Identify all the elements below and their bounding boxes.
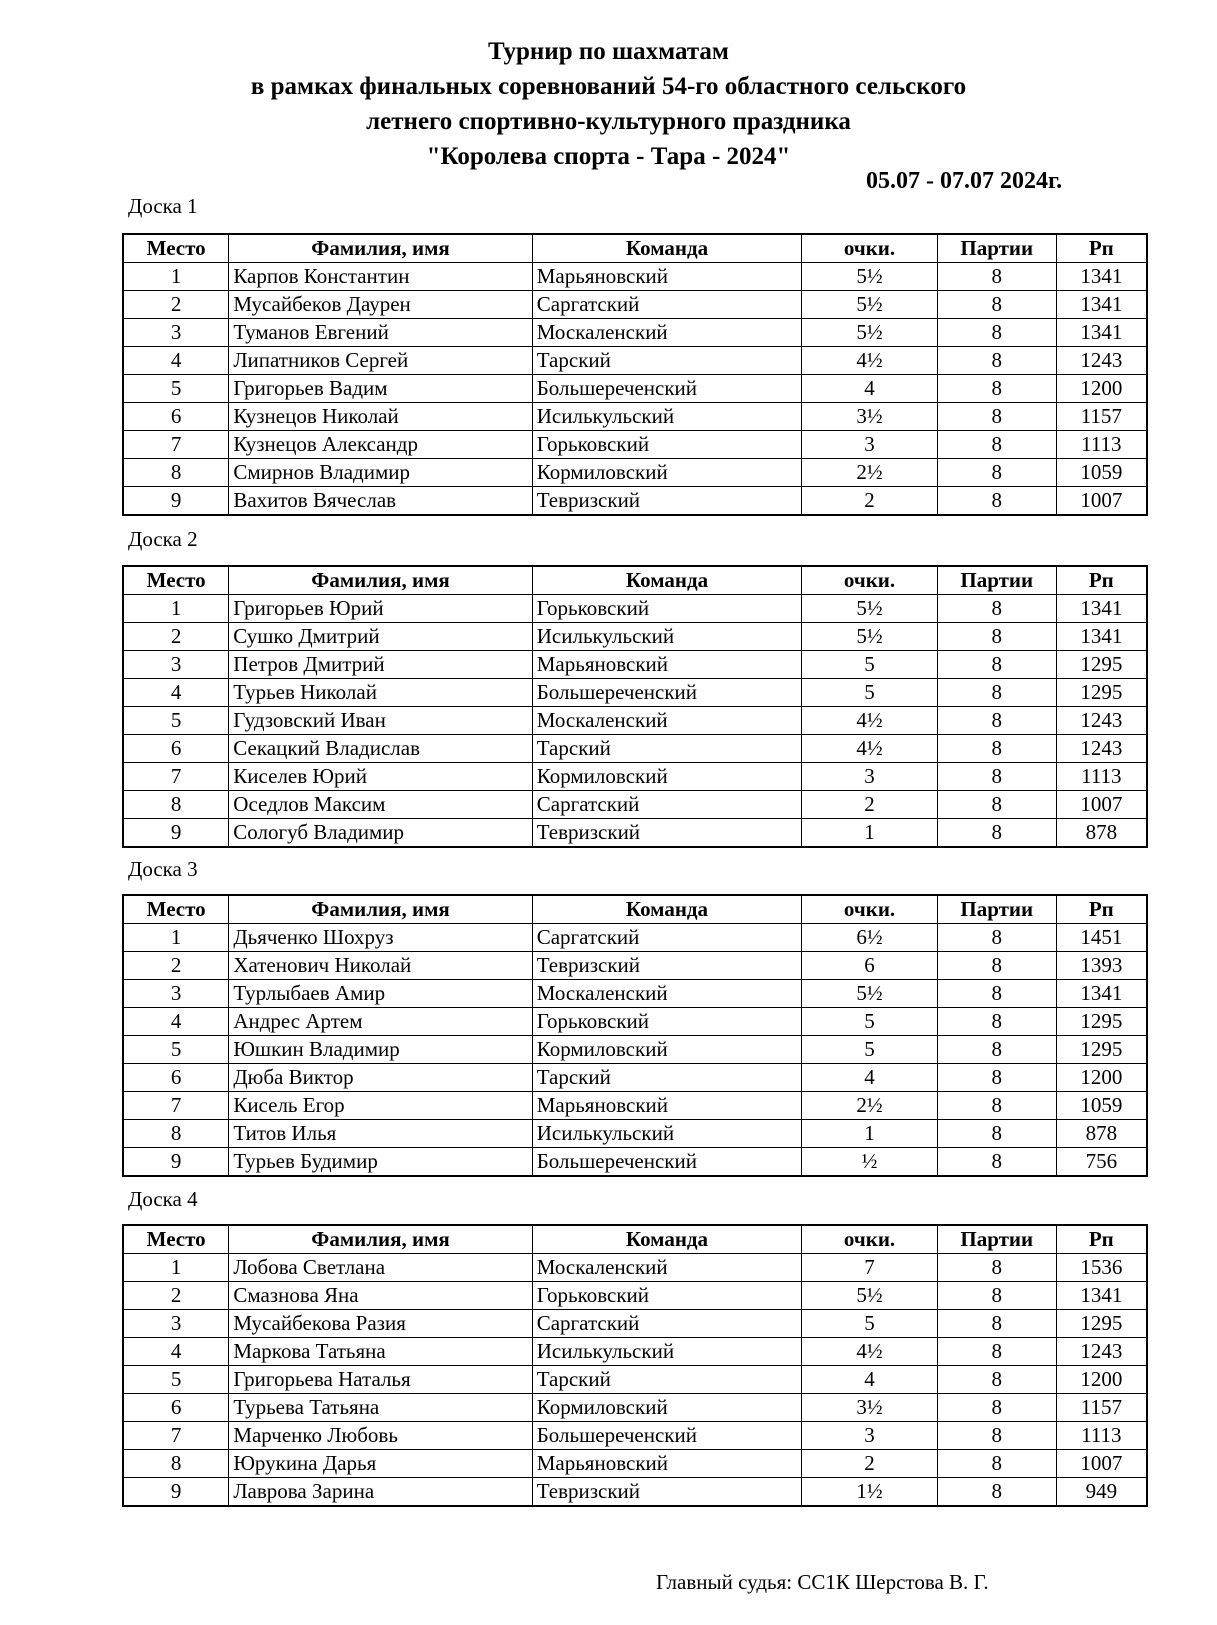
cell-name: Григорьев Юрий: [229, 595, 532, 623]
cell-rating: 1007: [1056, 487, 1147, 516]
table-row: [123, 319, 1147, 347]
cell-place: 2: [123, 952, 229, 980]
table-row: [123, 375, 1147, 403]
cell-points: 2: [802, 791, 938, 819]
cell-rating: 1295: [1056, 1036, 1147, 1064]
cell-team: Саргатский: [532, 291, 801, 319]
table-header-row: [123, 895, 1147, 924]
cell-games: 8: [937, 679, 1056, 707]
cell-team: Тарский: [532, 1366, 802, 1394]
cell-place: 8: [123, 459, 229, 487]
cell-games: 8: [937, 459, 1056, 487]
cell-rating: 1113: [1056, 763, 1147, 791]
results-table-board-2: [122, 565, 1148, 848]
cell-place: 3: [123, 980, 229, 1008]
cell-points: 5½: [802, 595, 938, 623]
cell-team: Саргатский: [532, 924, 802, 952]
column-header-points: очки.: [802, 234, 938, 263]
cell-rating: 1295: [1056, 651, 1147, 679]
cell-games: 8: [937, 319, 1056, 347]
cell-games: 8: [937, 924, 1056, 952]
cell-name: Гудзовский Иван: [229, 707, 532, 735]
cell-place: 6: [123, 1064, 229, 1092]
cell-name: Мусайбеков Даурен: [229, 291, 532, 319]
cell-name: Вахитов Вячеслав: [229, 487, 532, 516]
cell-games: 8: [937, 735, 1056, 763]
cell-points: 1: [802, 819, 938, 848]
cell-games: 8: [937, 1064, 1056, 1092]
cell-rating: 1243: [1056, 347, 1147, 375]
cell-place: 2: [123, 291, 229, 319]
column-header-name: Фамилия, имя: [229, 566, 532, 595]
cell-team: Кормиловский: [532, 763, 801, 791]
cell-place: 5: [123, 1036, 229, 1064]
cell-place: 5: [123, 375, 229, 403]
table-row: [123, 347, 1147, 375]
cell-name: Турьев Будимир: [229, 1148, 532, 1177]
cell-points: 2: [802, 1450, 938, 1478]
cell-points: 5½: [802, 1282, 938, 1310]
cell-points: 5: [802, 651, 938, 679]
cell-team: Марьяновский: [532, 263, 801, 291]
cell-rating: 1393: [1056, 952, 1147, 980]
cell-team: Саргатский: [532, 1310, 802, 1338]
cell-name: Карпов Константин: [229, 263, 532, 291]
cell-team: Москаленский: [532, 319, 801, 347]
cell-team: Горьковский: [532, 1008, 802, 1036]
cell-place: 8: [123, 1120, 229, 1148]
cell-games: 8: [937, 403, 1056, 431]
board-label: Доска 4: [128, 1187, 198, 1211]
cell-place: 9: [123, 1478, 229, 1507]
document-title: [0, 34, 1217, 174]
cell-team: Тарский: [532, 735, 801, 763]
cell-points: 5: [802, 1310, 938, 1338]
cell-points: 3½: [802, 1394, 938, 1422]
cell-place: 9: [123, 819, 229, 848]
cell-rating: 1341: [1056, 291, 1147, 319]
cell-points: 3: [802, 431, 938, 459]
cell-team: Тевризский: [532, 487, 801, 516]
cell-place: 2: [123, 1282, 229, 1310]
cell-name: Сологуб Владимир: [229, 819, 532, 848]
table-row: [123, 1254, 1147, 1282]
cell-name: Юрукина Дарья: [229, 1450, 532, 1478]
cell-team: Большереченский: [532, 1148, 802, 1177]
table-row: [123, 819, 1147, 848]
table-row: [123, 1064, 1147, 1092]
table-row: [123, 1120, 1147, 1148]
cell-name: Марченко Любовь: [229, 1422, 532, 1450]
cell-name: Хатенович Николай: [229, 952, 532, 980]
cell-name: Лобова Светлана: [229, 1254, 532, 1282]
cell-games: 8: [937, 1092, 1056, 1120]
cell-name: Киселев Юрий: [229, 763, 532, 791]
cell-games: 8: [937, 1450, 1056, 1478]
cell-rating: 949: [1056, 1478, 1147, 1507]
cell-rating: 1059: [1056, 459, 1147, 487]
cell-name: Смазнова Яна: [229, 1282, 532, 1310]
table-row: [123, 1422, 1147, 1450]
cell-name: Мусайбекова Разия: [229, 1310, 532, 1338]
column-header-team: Команда: [532, 234, 801, 263]
cell-place: 1: [123, 1254, 229, 1282]
cell-name: Григорьева Наталья: [229, 1366, 532, 1394]
cell-team: Исилькульский: [532, 1338, 802, 1366]
board-label: Доска 3: [128, 857, 198, 881]
column-header-rating: Рп: [1056, 895, 1147, 924]
title-line: "Королева спорта - Тара - 2024": [426, 143, 791, 170]
table-header-row: [123, 234, 1147, 263]
cell-points: 2½: [802, 459, 938, 487]
table-row: [123, 1008, 1147, 1036]
cell-points: 4: [802, 1366, 938, 1394]
column-header-rating: Рп: [1056, 1225, 1147, 1254]
cell-name: Секацкий Владислав: [229, 735, 532, 763]
table-row: [123, 679, 1147, 707]
cell-points: 5: [802, 1036, 938, 1064]
cell-team: Марьяновский: [532, 1450, 802, 1478]
cell-games: 8: [937, 595, 1056, 623]
cell-team: Исилькульский: [532, 403, 801, 431]
cell-rating: 1295: [1056, 1008, 1147, 1036]
cell-name: Турьева Татьяна: [229, 1394, 532, 1422]
cell-rating: 1200: [1056, 1366, 1147, 1394]
cell-team: Большереченский: [532, 1422, 802, 1450]
table-row: [123, 595, 1147, 623]
cell-team: Москаленский: [532, 707, 801, 735]
title-line: в рамках финальных соревнований 54-го областного сельского: [250, 73, 967, 100]
cell-points: 4½: [802, 707, 938, 735]
cell-rating: 1200: [1056, 1064, 1147, 1092]
cell-games: 8: [937, 1422, 1056, 1450]
cell-games: 8: [937, 819, 1056, 848]
cell-points: 5½: [802, 291, 938, 319]
cell-place: 1: [123, 263, 229, 291]
cell-team: Исилькульский: [532, 1120, 802, 1148]
column-header-name: Фамилия, имя: [229, 895, 532, 924]
cell-points: 2: [802, 487, 938, 516]
cell-place: 7: [123, 1092, 229, 1120]
cell-rating: 1341: [1056, 595, 1147, 623]
cell-rating: 1243: [1056, 735, 1147, 763]
cell-place: 3: [123, 651, 229, 679]
cell-rating: 1113: [1056, 1422, 1147, 1450]
cell-team: Марьяновский: [532, 651, 801, 679]
cell-place: 4: [123, 1008, 229, 1036]
column-header-rating: Рп: [1056, 234, 1147, 263]
cell-team: Тевризский: [532, 952, 802, 980]
cell-rating: 1243: [1056, 1338, 1147, 1366]
cell-points: 3: [802, 1422, 938, 1450]
cell-team: Большереченский: [532, 679, 801, 707]
table-row: [123, 623, 1147, 651]
table-row: [123, 403, 1147, 431]
cell-points: 5½: [802, 980, 938, 1008]
tournament-dates: 05.07 - 07.07 2024г.: [866, 168, 1063, 194]
cell-games: 8: [937, 980, 1056, 1008]
cell-place: 6: [123, 1394, 229, 1422]
cell-rating: 1059: [1056, 1092, 1147, 1120]
cell-team: Саргатский: [532, 791, 801, 819]
column-header-games: Партии: [937, 895, 1056, 924]
cell-rating: 1341: [1056, 319, 1147, 347]
cell-name: Маркова Татьяна: [229, 1338, 532, 1366]
cell-team: Тарский: [532, 1064, 802, 1092]
table-row: [123, 651, 1147, 679]
cell-points: 5½: [802, 263, 938, 291]
cell-rating: 1536: [1056, 1254, 1147, 1282]
cell-place: 3: [123, 319, 229, 347]
cell-name: Лаврова Зарина: [229, 1478, 532, 1507]
cell-rating: 756: [1056, 1148, 1147, 1177]
cell-place: 7: [123, 431, 229, 459]
cell-rating: 1243: [1056, 707, 1147, 735]
cell-place: 6: [123, 735, 229, 763]
cell-games: 8: [937, 291, 1056, 319]
cell-name: Сушко Дмитрий: [229, 623, 532, 651]
table-header-row: [123, 1225, 1147, 1254]
cell-points: 4½: [802, 347, 938, 375]
column-header-points: очки.: [802, 1225, 938, 1254]
cell-games: 8: [937, 1478, 1056, 1507]
cell-rating: 1341: [1056, 980, 1147, 1008]
cell-team: Горьковский: [532, 595, 801, 623]
table-row: [123, 1310, 1147, 1338]
cell-place: 7: [123, 1422, 229, 1450]
table-row: [123, 1450, 1147, 1478]
table-row: [123, 791, 1147, 819]
column-header-points: очки.: [802, 566, 938, 595]
cell-games: 8: [937, 763, 1056, 791]
cell-games: 8: [937, 791, 1056, 819]
column-header-team: Команда: [532, 1225, 802, 1254]
cell-place: 7: [123, 763, 229, 791]
cell-name: Титов Илья: [229, 1120, 532, 1148]
cell-games: 8: [937, 487, 1056, 516]
table-row: [123, 952, 1147, 980]
cell-points: 5½: [802, 623, 938, 651]
table-row: [123, 980, 1147, 1008]
cell-team: Горьковский: [532, 431, 801, 459]
table-row: [123, 487, 1147, 516]
cell-team: Кормиловский: [532, 459, 801, 487]
cell-rating: 1295: [1056, 679, 1147, 707]
cell-rating: 1341: [1056, 623, 1147, 651]
board-label: Доска 2: [128, 527, 198, 551]
column-header-points: очки.: [802, 895, 938, 924]
cell-points: 4½: [802, 1338, 938, 1366]
cell-rating: 1157: [1056, 403, 1147, 431]
cell-name: Кузнецов Николай: [229, 403, 532, 431]
board-label: Доска 1: [128, 194, 198, 218]
cell-name: Туманов Евгений: [229, 319, 532, 347]
cell-points: 4½: [802, 735, 938, 763]
table-row: [123, 1394, 1147, 1422]
cell-points: 1: [802, 1120, 938, 1148]
cell-team: Большереченский: [532, 375, 801, 403]
cell-team: Кормиловский: [532, 1394, 802, 1422]
column-header-place: Место: [123, 566, 229, 595]
cell-rating: 1113: [1056, 431, 1147, 459]
column-header-games: Партии: [937, 1225, 1056, 1254]
cell-name: Кузнецов Александр: [229, 431, 532, 459]
cell-name: Кисель Егор: [229, 1092, 532, 1120]
cell-points: 7: [802, 1254, 938, 1282]
cell-team: Москаленский: [532, 980, 802, 1008]
cell-place: 5: [123, 1366, 229, 1394]
column-header-name: Фамилия, имя: [229, 234, 532, 263]
table-row: [123, 431, 1147, 459]
cell-games: 8: [937, 347, 1056, 375]
cell-name: Смирнов Владимир: [229, 459, 532, 487]
cell-name: Петров Дмитрий: [229, 651, 532, 679]
chief-judge: Главный судья: СС1К Шерстова В. Г.: [656, 1570, 989, 1594]
cell-rating: 878: [1056, 1120, 1147, 1148]
table-row: [123, 763, 1147, 791]
cell-points: 5: [802, 679, 938, 707]
cell-place: 4: [123, 347, 229, 375]
table-row: [123, 735, 1147, 763]
cell-place: 4: [123, 1338, 229, 1366]
cell-place: 1: [123, 924, 229, 952]
cell-points: 5½: [802, 319, 938, 347]
table-row: [123, 924, 1147, 952]
cell-games: 8: [937, 1254, 1056, 1282]
table-row: [123, 1036, 1147, 1064]
cell-rating: 1007: [1056, 1450, 1147, 1478]
cell-name: Дюба Виктор: [229, 1064, 532, 1092]
cell-points: 3½: [802, 403, 938, 431]
cell-rating: 1341: [1056, 1282, 1147, 1310]
column-header-games: Партии: [937, 234, 1056, 263]
table-row: [123, 1366, 1147, 1394]
cell-name: Григорьев Вадим: [229, 375, 532, 403]
column-header-team: Команда: [532, 566, 801, 595]
cell-team: Тевризский: [532, 819, 801, 848]
cell-name: Турлыбаев Амир: [229, 980, 532, 1008]
cell-points: 2½: [802, 1092, 938, 1120]
table-row: [123, 707, 1147, 735]
title-line: Турнир по шахматам: [488, 38, 729, 65]
column-header-team: Команда: [532, 895, 802, 924]
table-row: [123, 1148, 1147, 1177]
cell-games: 8: [937, 431, 1056, 459]
table-header-row: [123, 566, 1147, 595]
cell-games: 8: [937, 375, 1056, 403]
title-line: летнего спортивно-культурного праздника: [366, 108, 851, 135]
column-header-place: Место: [123, 895, 229, 924]
cell-place: 3: [123, 1310, 229, 1338]
cell-games: 8: [937, 1036, 1056, 1064]
cell-team: Тевризский: [532, 1478, 802, 1507]
cell-points: ½: [802, 1148, 938, 1177]
cell-place: 9: [123, 1148, 229, 1177]
table-row: [123, 1338, 1147, 1366]
results-table-board-4: [122, 1224, 1148, 1507]
cell-name: Турьев Николай: [229, 679, 532, 707]
cell-place: 8: [123, 1450, 229, 1478]
cell-place: 9: [123, 487, 229, 516]
table-row: [123, 291, 1147, 319]
cell-points: 6½: [802, 924, 938, 952]
cell-points: 1½: [802, 1478, 938, 1507]
cell-games: 8: [937, 1310, 1056, 1338]
cell-name: Юшкин Владимир: [229, 1036, 532, 1064]
cell-team: Кормиловский: [532, 1036, 802, 1064]
cell-name: Оседлов Максим: [229, 791, 532, 819]
table-row: [123, 263, 1147, 291]
cell-place: 2: [123, 623, 229, 651]
cell-place: 5: [123, 707, 229, 735]
cell-games: 8: [937, 1338, 1056, 1366]
cell-points: 3: [802, 763, 938, 791]
cell-team: Москаленский: [532, 1254, 802, 1282]
column-header-place: Место: [123, 234, 229, 263]
cell-rating: 1007: [1056, 791, 1147, 819]
cell-games: 8: [937, 707, 1056, 735]
cell-games: 8: [937, 651, 1056, 679]
cell-games: 8: [937, 1394, 1056, 1422]
cell-points: 5: [802, 1008, 938, 1036]
cell-games: 8: [937, 263, 1056, 291]
cell-team: Марьяновский: [532, 1092, 802, 1120]
column-header-name: Фамилия, имя: [229, 1225, 532, 1254]
cell-rating: 1200: [1056, 375, 1147, 403]
cell-points: 4: [802, 1064, 938, 1092]
cell-points: 4: [802, 375, 938, 403]
table-row: [123, 1282, 1147, 1310]
cell-team: Тарский: [532, 347, 801, 375]
cell-team: Исилькульский: [532, 623, 801, 651]
cell-rating: 1451: [1056, 924, 1147, 952]
cell-place: 8: [123, 791, 229, 819]
cell-name: Дьяченко Шохруз: [229, 924, 532, 952]
results-table-board-3: [122, 894, 1148, 1177]
table-row: [123, 1092, 1147, 1120]
column-header-place: Место: [123, 1225, 229, 1254]
table-row: [123, 459, 1147, 487]
cell-team: Горьковский: [532, 1282, 802, 1310]
cell-place: 1: [123, 595, 229, 623]
cell-games: 8: [937, 952, 1056, 980]
cell-rating: 1341: [1056, 263, 1147, 291]
cell-rating: 878: [1056, 819, 1147, 848]
table-row: [123, 1478, 1147, 1507]
cell-name: Андрес Артем: [229, 1008, 532, 1036]
cell-place: 4: [123, 679, 229, 707]
cell-points: 6: [802, 952, 938, 980]
cell-rating: 1295: [1056, 1310, 1147, 1338]
cell-games: 8: [937, 1282, 1056, 1310]
cell-games: 8: [937, 1120, 1056, 1148]
cell-name: Липатников Сергей: [229, 347, 532, 375]
results-table-board-1: [122, 233, 1148, 516]
cell-rating: 1157: [1056, 1394, 1147, 1422]
column-header-games: Партии: [937, 566, 1056, 595]
cell-games: 8: [937, 1008, 1056, 1036]
cell-games: 8: [937, 623, 1056, 651]
cell-games: 8: [937, 1366, 1056, 1394]
cell-place: 6: [123, 403, 229, 431]
column-header-rating: Рп: [1056, 566, 1147, 595]
cell-games: 8: [937, 1148, 1056, 1177]
